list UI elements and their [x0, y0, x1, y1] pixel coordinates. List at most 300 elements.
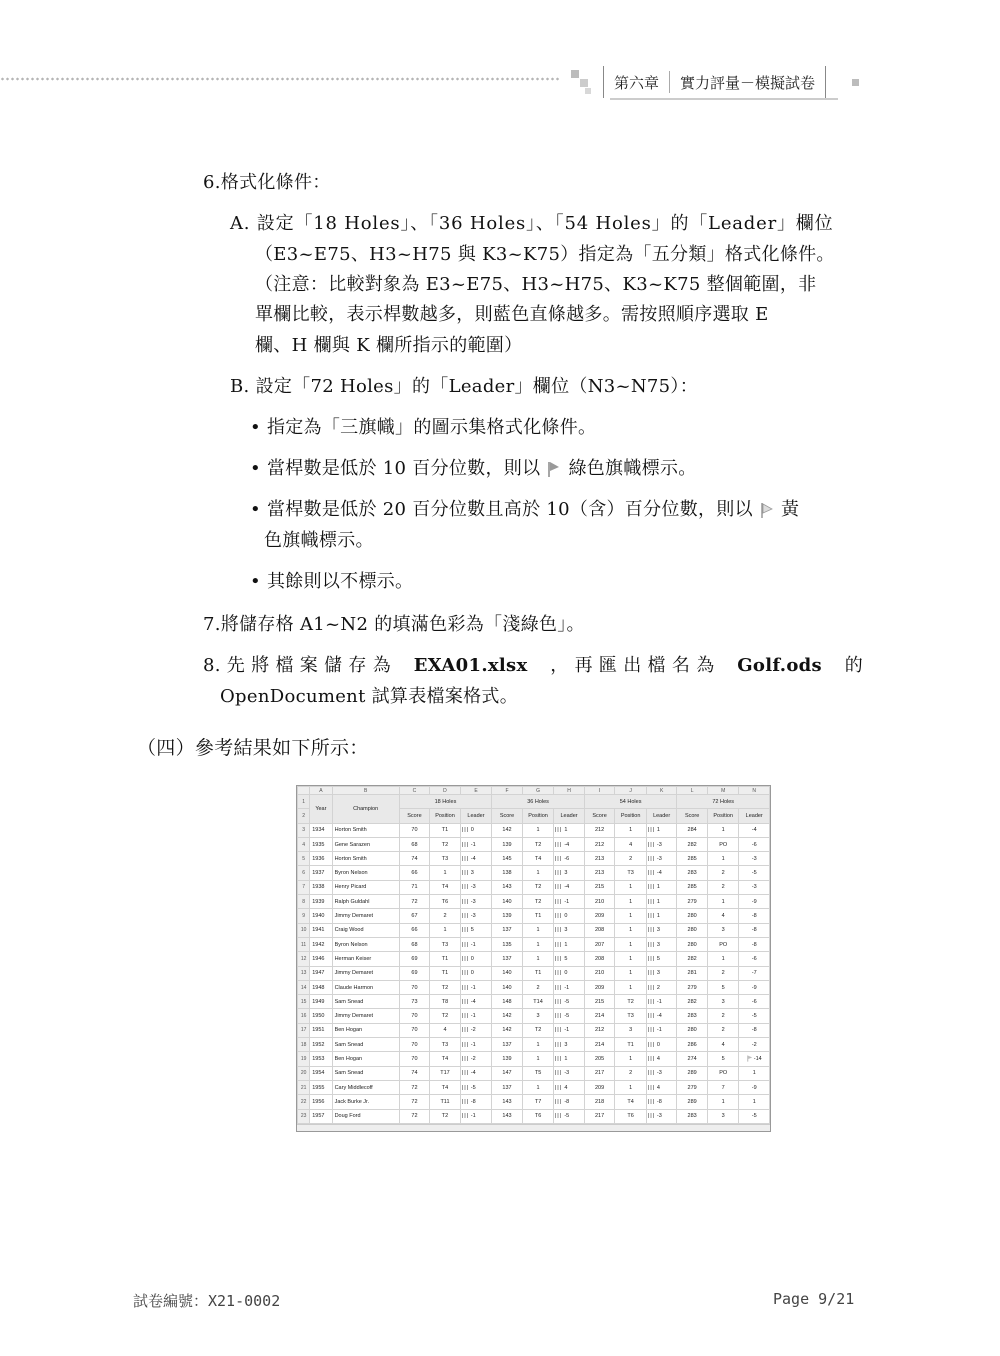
data-bar-icon — [648, 1042, 654, 1047]
sheet-cell: T2 — [522, 880, 554, 894]
sheet-cell: -4 — [739, 823, 770, 837]
sheet-subheader: Position — [707, 809, 739, 823]
data-bar-icon — [648, 870, 654, 875]
sheet-cell: 1953 — [310, 1052, 332, 1066]
sheet-data-row — [298, 1080, 770, 1094]
sheet-cell: 1 — [646, 880, 677, 894]
sheet-cell: 140 — [492, 895, 523, 909]
sheet-cell: Craig Wood — [332, 923, 399, 937]
data-bar-icon — [555, 899, 561, 904]
sheet-cell: 0 — [460, 966, 492, 980]
sheet-cell: 145 — [492, 852, 523, 866]
bullet-2-post: 綠色旗幟標示。 — [568, 458, 697, 479]
sheet-cell: PO — [707, 937, 739, 951]
sheet-data-row — [298, 823, 770, 837]
sheet-cell: T2 — [522, 1023, 554, 1037]
sheet-row-number: 7 — [298, 880, 310, 894]
sheet-data-row — [298, 837, 770, 851]
data-bar-icon — [555, 1085, 561, 1090]
sheet-cell: T2 — [430, 837, 461, 851]
sheet-cell: 1 — [554, 937, 585, 951]
sheet-cell: -5 — [554, 995, 585, 1009]
sheet-cell: 1 — [707, 852, 739, 866]
sheet-cell: 1 — [615, 895, 647, 909]
sheet-cell: 1951 — [310, 1023, 332, 1037]
sheet-cell: 0 — [460, 952, 492, 966]
sheet-cell: 1 — [615, 923, 647, 937]
item8-line2: OpenDocument 試算表檔案格式。 — [220, 686, 519, 707]
sheet-subheader: Position — [615, 809, 647, 823]
data-bar-icon — [462, 856, 468, 861]
sheet-cell: 1 — [615, 1080, 647, 1094]
sheet-cell: 68 — [399, 937, 430, 951]
sheet-cell: 213 — [584, 866, 615, 880]
bullet-3-post: 黃 — [780, 499, 800, 520]
sheet-cell: 2 — [707, 866, 739, 880]
data-bar-icon — [555, 842, 561, 847]
footer-page: Page 9/21 — [773, 1290, 855, 1308]
sheet-cell: T17 — [430, 1066, 461, 1080]
sheet-cell: T4 — [522, 852, 554, 866]
sheet-cell: 143 — [492, 880, 523, 894]
sheet-group-header: 36 Holes — [492, 795, 585, 809]
data-bar-icon — [555, 942, 561, 947]
sheet-cell: 5 — [646, 952, 677, 966]
sheet-cell: 72 — [399, 1109, 430, 1123]
sheet-cell: 283 — [677, 1109, 708, 1123]
sheet-row-number: 22 — [298, 1095, 310, 1109]
sheet-cell: -9 — [739, 980, 770, 994]
sheet-cell: 1952 — [310, 1038, 332, 1052]
sheet-column-letter: N — [739, 787, 770, 795]
sheet-cell: -4 — [554, 837, 585, 851]
sheet-cell: -6 — [739, 952, 770, 966]
sheet-data-row — [298, 995, 770, 1009]
sheet-cell: 1 — [522, 823, 554, 837]
sheet-cell: 1956 — [310, 1095, 332, 1109]
sheet-cell: 2 — [707, 1023, 739, 1037]
sheet-cell: 4 — [554, 1080, 585, 1094]
data-bar-icon — [555, 927, 561, 932]
sheet-cell: 209 — [584, 1080, 615, 1094]
sheet-row-number: 17 — [298, 1023, 310, 1037]
sheet-cell: -3 — [460, 909, 492, 923]
sheet-cell: T5 — [522, 1066, 554, 1080]
sheet-cell: 7 — [707, 1080, 739, 1094]
sheet-cell: 214 — [584, 1009, 615, 1023]
sheet-cell: Sam Snead — [332, 995, 399, 1009]
sheet-subheader: Position — [522, 809, 554, 823]
sheet-cell: 1 — [615, 966, 647, 980]
sheet-cell: 147 — [492, 1066, 523, 1080]
sheet-cell: 70 — [399, 1038, 430, 1052]
sheet-cell: T3 — [430, 937, 461, 951]
sheet-cell: T3 — [430, 1038, 461, 1052]
sheet-column-letter: D — [430, 787, 461, 795]
sheet-cell: 139 — [492, 909, 523, 923]
sheet-subheader: Position — [430, 809, 461, 823]
sheet-cell: 1 — [522, 1052, 554, 1066]
data-bar-icon — [462, 870, 468, 875]
sheet-cell: 5 — [707, 1052, 739, 1066]
sheet-data-row — [298, 952, 770, 966]
bullet-4: • 其餘則以不標示。 — [250, 571, 414, 592]
sheet-row-number: 18 — [298, 1038, 310, 1052]
sheet-cell: 2 — [615, 852, 647, 866]
sheet-column-letter: I — [584, 787, 615, 795]
sheet-cell: 2 — [615, 1066, 647, 1080]
sheet-cell: 1 — [646, 909, 677, 923]
sheet-cell: 142 — [492, 1009, 523, 1023]
sheet-cell: T2 — [430, 1109, 461, 1123]
sheet-cell: T1 — [522, 909, 554, 923]
data-bar-icon — [648, 1099, 654, 1104]
sheet-cell: 215 — [584, 995, 615, 1009]
sheet-cell: 1 — [615, 952, 647, 966]
sheet-row-number: 10 — [298, 923, 310, 937]
sheet-cell: Horton Smith — [332, 852, 399, 866]
sheet-cell: 218 — [584, 1095, 615, 1109]
sheet-cell: Claude Harmon — [332, 980, 399, 994]
sheet-data-row — [298, 1038, 770, 1052]
sheet-cell: -7 — [739, 966, 770, 980]
sheet-cell: Jimmy Demaret — [332, 966, 399, 980]
sheet-cell: 209 — [584, 909, 615, 923]
sheet-cell: 72 — [399, 895, 430, 909]
sheet-cell: 2 — [707, 1009, 739, 1023]
sheet-cell: 139 — [492, 1052, 523, 1066]
sheet-cell: T4 — [615, 1095, 647, 1109]
bullet-3 — [250, 494, 799, 525]
item8-file1: EXA01.xlsx — [413, 655, 528, 676]
sheet-cell: 1 — [554, 823, 585, 837]
sheet-cell: 66 — [399, 923, 430, 937]
sheet-cell: T7 — [522, 1095, 554, 1109]
sheet-cell: -4 — [460, 1066, 492, 1080]
sheet-cell: -9 — [739, 895, 770, 909]
sheet-column-letter: A — [310, 787, 332, 795]
sheet-cell: -1 — [460, 1009, 492, 1023]
sheet-cell: 4 — [430, 1023, 461, 1037]
sheet-cell: 3 — [646, 923, 677, 937]
sheet-row-number: 2 — [298, 809, 310, 823]
sheet-data-row — [298, 909, 770, 923]
sheet-cell: 210 — [584, 966, 615, 980]
sheet-cell: 285 — [677, 852, 708, 866]
sheet-champion-header: Champion — [332, 795, 399, 824]
sheet-cell: 137 — [492, 1080, 523, 1094]
sheet-data-row — [298, 937, 770, 951]
sheet-cell: Jimmy Demaret — [332, 1009, 399, 1023]
sheet-cell: 210 — [584, 895, 615, 909]
sheet-cell: -6 — [554, 852, 585, 866]
data-bar-icon — [462, 884, 468, 889]
sheet-row-number: 4 — [298, 837, 310, 851]
sheet-cell: 4 — [646, 1080, 677, 1094]
sheet-cell: 1935 — [310, 837, 332, 851]
sheet-cell: T6 — [522, 1109, 554, 1123]
sheet-cell: 148 — [492, 995, 523, 1009]
sheet-cell: 3 — [554, 1038, 585, 1052]
sheet-cell: -8 — [739, 1023, 770, 1037]
sheet-cell: 279 — [677, 980, 708, 994]
sheet-cell: Ben Hogan — [332, 1023, 399, 1037]
data-bar-icon — [462, 899, 468, 904]
sheet-cell: -1 — [460, 837, 492, 851]
sheet-cell: 143 — [492, 1109, 523, 1123]
sheet-cell: 66 — [399, 866, 430, 880]
sheet-cell: 213 — [584, 852, 615, 866]
data-bar-icon — [462, 1042, 468, 1047]
sheet-cell: 1 — [615, 1052, 647, 1066]
sheet-cell: 3 — [646, 937, 677, 951]
sheet-group-header: 18 Holes — [399, 795, 492, 809]
data-bar-icon — [462, 942, 468, 947]
data-bar-icon — [555, 1042, 561, 1047]
sheet-subheader: Leader — [554, 809, 585, 823]
sheet-cell: 140 — [492, 980, 523, 994]
sheet-cell: 3 — [554, 866, 585, 880]
sheet-cell: 1939 — [310, 895, 332, 909]
sheet-cell: 1 — [707, 895, 739, 909]
item6-b: B. 設定「72 Holes」的「Leader」欄位（N3~N75）： — [230, 376, 699, 397]
sheet-cell: 5 — [554, 952, 585, 966]
sheet-cell: 212 — [584, 837, 615, 851]
sheet-row-number: 13 — [298, 966, 310, 980]
sheet-cell: 1940 — [310, 909, 332, 923]
sheet-cell: -2 — [739, 1038, 770, 1052]
data-bar-icon — [462, 999, 468, 1004]
sheet-cell: 1 — [522, 952, 554, 966]
sheet-column-letter: K — [646, 787, 677, 795]
sheet-row-number: 23 — [298, 1109, 310, 1123]
sheet-cell: 280 — [677, 1023, 708, 1037]
sheet-cell: -4 — [646, 866, 677, 880]
sheet-data-row — [298, 895, 770, 909]
sheet-data-row — [298, 923, 770, 937]
sheet-cell: 70 — [399, 1009, 430, 1023]
sheet-cell: T6 — [430, 895, 461, 909]
sheet-cell: 3 — [615, 1023, 647, 1037]
data-bar-icon — [462, 956, 468, 961]
sheet-cell: 67 — [399, 909, 430, 923]
sheet-cell: -8 — [739, 909, 770, 923]
sheet-cell: -8 — [646, 1095, 677, 1109]
sheet-cell: -1 — [554, 980, 585, 994]
data-bar-icon — [648, 913, 654, 918]
sheet-cell: 280 — [677, 909, 708, 923]
sheet-cell: 3 — [707, 995, 739, 1009]
sheet-cell: 4 — [707, 1038, 739, 1052]
sheet-cell: 4 — [615, 837, 647, 851]
data-bar-icon — [648, 1013, 654, 1018]
sheet-cell: T1 — [615, 1038, 647, 1052]
sheet-cell: 280 — [677, 923, 708, 937]
data-bar-icon — [555, 956, 561, 961]
data-bar-icon — [462, 970, 468, 975]
sheet-cell: -14 — [739, 1052, 770, 1066]
sheet-cell: 2 — [522, 980, 554, 994]
sheet-cell: 279 — [677, 1080, 708, 1094]
sheet-cell: Byron Nelson — [332, 866, 399, 880]
sheet-cell: 280 — [677, 937, 708, 951]
sheet-group-header: 54 Holes — [584, 795, 677, 809]
sheet-cell: -1 — [460, 1109, 492, 1123]
sheet-cell: -1 — [554, 895, 585, 909]
sheet-cell: PO — [707, 837, 739, 851]
sheet-cell: 139 — [492, 837, 523, 851]
sheet-cell: -6 — [739, 837, 770, 851]
data-bar-icon — [462, 1056, 468, 1061]
sheet-cell: 143 — [492, 1095, 523, 1109]
sheet-cell: 138 — [492, 866, 523, 880]
sheet-cell: 207 — [584, 937, 615, 951]
sheet-cell: -4 — [554, 880, 585, 894]
sheet-cell: -8 — [554, 1095, 585, 1109]
data-bar-icon — [555, 856, 561, 861]
data-bar-icon — [648, 1027, 654, 1032]
sheet-cell: 1 — [739, 1066, 770, 1080]
sheet-cell: 284 — [677, 823, 708, 837]
chapter-title: 實力評量－模擬試卷 — [680, 73, 816, 92]
sheet-cell: -8 — [739, 923, 770, 937]
sheet-cell: 289 — [677, 1095, 708, 1109]
sheet-column-letter: L — [677, 787, 708, 795]
sheet-cell: T4 — [430, 1080, 461, 1094]
sheet-cell: Horton Smith — [332, 823, 399, 837]
sheet-cell: 289 — [677, 1066, 708, 1080]
data-bar-icon — [648, 970, 654, 975]
green-flag-icon — [546, 460, 562, 478]
sheet-row-number: 6 — [298, 866, 310, 880]
sheet-cell: 1942 — [310, 937, 332, 951]
sheet-cell: 3 — [646, 966, 677, 980]
data-bar-icon — [555, 1099, 561, 1104]
data-bar-icon — [462, 913, 468, 918]
sheet-cell: 214 — [584, 1038, 615, 1052]
sheet-cell: 282 — [677, 952, 708, 966]
sheet-cell: 208 — [584, 923, 615, 937]
data-bar-icon — [648, 956, 654, 961]
header-square-deco — [571, 70, 579, 78]
sheet-cell: 1 — [707, 823, 739, 837]
sheet-cell: 1 — [646, 895, 677, 909]
sheet-cell: 135 — [492, 937, 523, 951]
sheet-row-number: 12 — [298, 952, 310, 966]
sheet-group-header: 72 Holes — [677, 795, 770, 809]
sheet-cell: -3 — [460, 880, 492, 894]
item7: 7.將儲存格 A1~N2 的填滿色彩為「淺綠色」。 — [203, 614, 585, 635]
sheet-cell: Ben Hogan — [332, 1052, 399, 1066]
sheet-cell: 212 — [584, 823, 615, 837]
sheet-cell: T8 — [430, 995, 461, 1009]
sheet-cell: 0 — [646, 1038, 677, 1052]
sheet-cell: T2 — [522, 837, 554, 851]
sheet-cell: T1 — [430, 823, 461, 837]
sheet-cell: 5 — [460, 923, 492, 937]
sheet-cell: 3 — [554, 923, 585, 937]
flag-icon — [747, 1055, 754, 1062]
sheet-cell: -8 — [739, 937, 770, 951]
sheet-subheader: Leader — [646, 809, 677, 823]
sheet-row-number: 20 — [298, 1066, 310, 1080]
sheet-cell: -8 — [460, 1095, 492, 1109]
data-bar-icon — [648, 1056, 654, 1061]
sheet-cell: 71 — [399, 880, 430, 894]
sheet-cell: -4 — [460, 852, 492, 866]
section-title: （四）參考結果如下所示： — [137, 737, 369, 759]
sheet-cell: -3 — [739, 852, 770, 866]
data-bar-icon — [648, 927, 654, 932]
sheet-cell: 1 — [615, 880, 647, 894]
sheet-cell: -9 — [739, 1080, 770, 1094]
sheet-cell: 1 — [430, 866, 461, 880]
sheet-data-row — [298, 866, 770, 880]
data-bar-icon — [555, 870, 561, 875]
sheet-column-letter: M — [707, 787, 739, 795]
sheet-cell: 72 — [399, 1080, 430, 1094]
sheet-cell: 1 — [707, 1095, 739, 1109]
sheet-subheader: Score — [492, 809, 523, 823]
sheet-cell: 1955 — [310, 1080, 332, 1094]
header-square-deco — [580, 79, 588, 87]
sheet-cell: -5 — [739, 866, 770, 880]
sheet-subheader: Leader — [739, 809, 770, 823]
sheet-tab-bar — [297, 1124, 770, 1131]
sheet-cell: T2 — [430, 1009, 461, 1023]
sheet-cell: 285 — [677, 880, 708, 894]
sheet-cell: Cary Middlecoff — [332, 1080, 399, 1094]
sheet-cell: -3 — [739, 880, 770, 894]
sheet-cell: 137 — [492, 952, 523, 966]
sheet-cell: 1941 — [310, 923, 332, 937]
sheet-data-row — [298, 880, 770, 894]
bullet-3-pre: • 當桿數是低於 20 百分位數且高於 10（含）百分位數，則以 — [250, 499, 753, 520]
sheet-cell: 1934 — [310, 823, 332, 837]
sheet-data-row — [298, 852, 770, 866]
sheet-cell: 208 — [584, 952, 615, 966]
data-bar-icon — [555, 970, 561, 975]
sheet-cell: -2 — [460, 1023, 492, 1037]
sheet-cell: -3 — [646, 852, 677, 866]
sheet-cell: 286 — [677, 1038, 708, 1052]
sheet-subheader: Leader — [460, 809, 492, 823]
sheet-data-row — [298, 1109, 770, 1123]
sheet-cell: -4 — [460, 995, 492, 1009]
sheet-cell: 1938 — [310, 880, 332, 894]
sheet-cell: 70 — [399, 980, 430, 994]
sheet-cell: T1 — [522, 966, 554, 980]
sheet-row-number: 19 — [298, 1052, 310, 1066]
bullet-1: • 指定為「三旗幟」的圖示集格式化條件。 — [250, 417, 597, 438]
data-bar-icon — [648, 985, 654, 990]
sheet-cell: 74 — [399, 852, 430, 866]
sheet-cell: 70 — [399, 823, 430, 837]
data-bar-icon — [648, 942, 654, 947]
sheet-header-row-1 — [298, 795, 770, 809]
sheet-cell: 1 — [739, 1095, 770, 1109]
sheet-cell: 1954 — [310, 1066, 332, 1080]
sheet-cell: -3 — [554, 1066, 585, 1080]
sheet-cell: 282 — [677, 837, 708, 851]
data-bar-icon — [462, 827, 468, 832]
data-bar-icon — [555, 913, 561, 918]
sheet-cell: -1 — [460, 980, 492, 994]
sheet-cell: -2 — [460, 1052, 492, 1066]
bullet-3-line2: 色旗幟標示。 — [264, 530, 374, 551]
data-bar-icon — [648, 1070, 654, 1075]
data-bar-icon — [462, 1085, 468, 1090]
